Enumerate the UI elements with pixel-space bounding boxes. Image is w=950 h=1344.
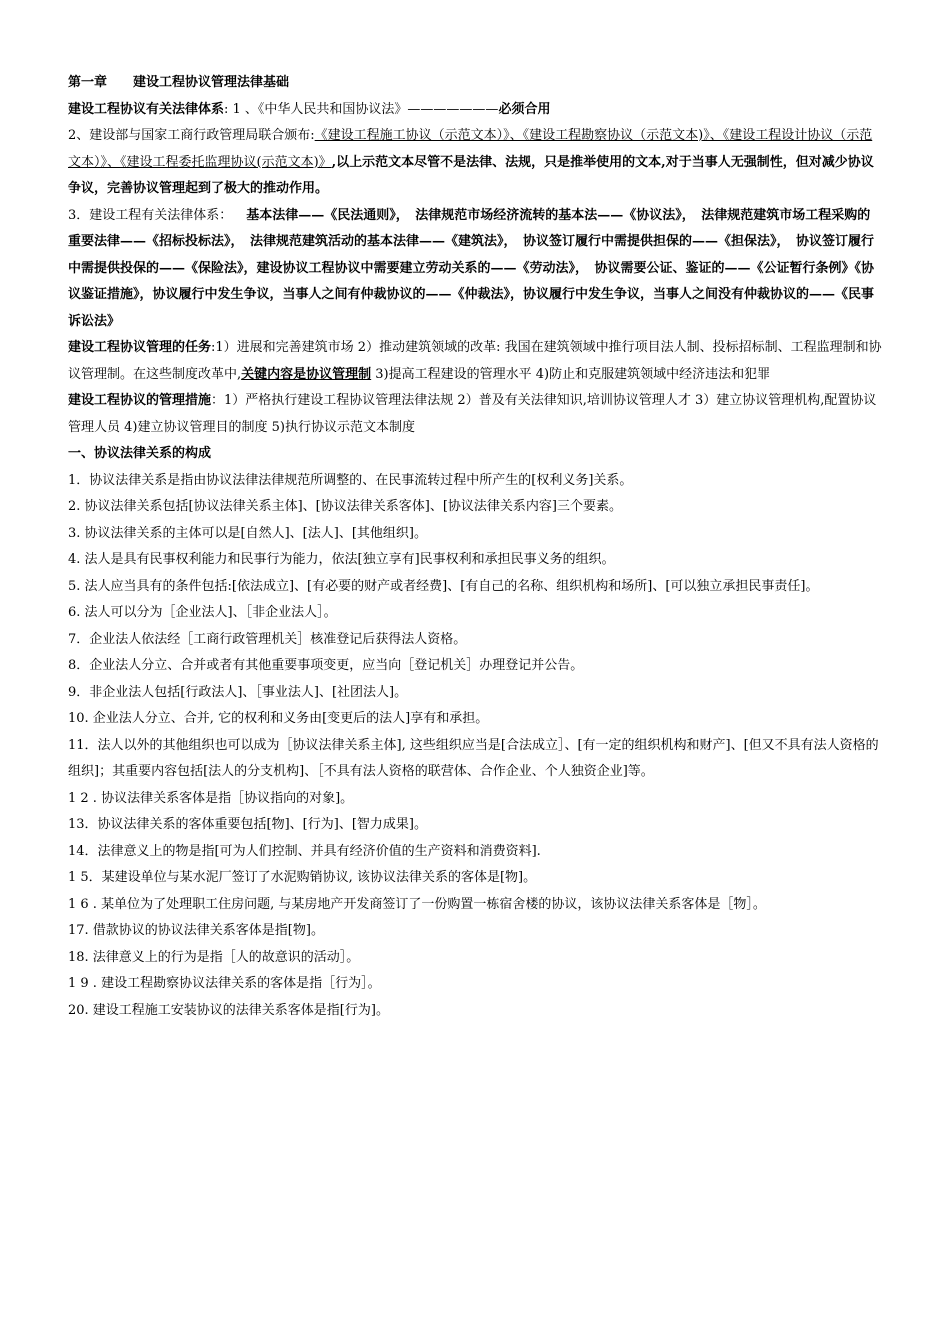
tasks-paragraph [68, 335, 882, 388]
law-system-item2-prefix: 2、建设部与国家工商行政管理局联合颁布: [68, 128, 315, 143]
measures-text: ：1）严格执行建设工程协议管理法律法规 2）普及有关法律知识,培训协议管理人才 3）建立协议管理机构,配置协议管理人员 4)建立协议管理目的制度 5)执行协议示范文本制度 [68, 393, 877, 435]
list-item: 9．非企业法人包括[行政法人]、［事业法人]、[社团法人]。 [68, 684, 408, 700]
list-item: 17. 借款协议的协议法律关系客体是指[物]。 [68, 923, 324, 938]
chapter-prefix: 第一章 [68, 75, 108, 90]
law-system-item1-suffix: 必须合用 [498, 101, 551, 117]
list-item: 1．协议法律关系是指由协议法律法律规范所调整的、在民事流转过程中所产生的[权利义务]关系。 [68, 472, 633, 488]
law-system-item-2 [68, 123, 882, 203]
list-item: 10. 企业法人分立、合并, 它的权利和义务由[变更后的法人]享有和承担。 [68, 711, 489, 726]
tasks-key-content: 关键内容是协议管理制 [241, 366, 372, 382]
chapter-title: 建设工程协议管理法律基础 [133, 75, 290, 90]
law-system-item2-templates: 《建设工程施工协议（示范文本）》、《建设工程勘察协议（示范文本)》、《建设工程设计协议（示范文本）》、《建设工程委托监理协议(示范文本)》 [68, 128, 873, 170]
list-item: 8．企业法人分立、合并或者有其他重要事项变更，应当向［登记机关］办理登记并公告。 [68, 658, 584, 673]
list-item: 1 5．某建设单位与某水泥厂签订了水泥购销协议, 该协议法律关系的客体是[物]。 [68, 870, 537, 885]
chapter-heading [68, 70, 882, 97]
list-item: 1 2 . 协议法律关系客体是指［协议指向的对象]。 [68, 790, 354, 806]
law-system-item2-suffix: ,以上示范文本尽管不是法律、法规，只是推举使用的文本,对于当事人无强制性，但对减少协议争议，完善协议管理起到了极大的推动作用。 [68, 154, 874, 196]
list-item: 7．企业法人依法经［工商行政管理机关］核准登记后获得法人资格。 [68, 631, 467, 647]
list-item: 2. 协议法律关系包括[协议法律关系主体]、[协议法律关系客体]、[协议法律关系内容]三个要素。 [68, 499, 622, 514]
law-system-item-1 [68, 97, 882, 124]
section-heading: 一、协议法律关系的构成 [68, 446, 212, 461]
list-item: 13．协议法律关系的客体重要包括[物]、[行为]、[智力成果]。 [68, 817, 427, 832]
law-system-item3-prefix: 3．建设工程有关法律体系： [68, 207, 233, 223]
tasks-label: 建设工程协议管理的任务 [68, 340, 212, 355]
list-item: 18. 法律意义上的行为是指［人的故意识的活动］。 [68, 949, 360, 965]
law-system-item-3 [68, 203, 882, 336]
list-item: 5. 法人应当具有的条件包括:[依法成立]、[有必要的财产或者经费]、[有自己的名称、组织机构和场所]、[可以独立承担民事责任]。 [68, 578, 819, 594]
list-item: 6. 法人可以分为［企业法人]、［非企业法人］。 [68, 605, 337, 620]
law-system-label: 建设工程协议有关法律体系 [68, 101, 225, 117]
measures-label: 建设工程协议的管理措施 [68, 393, 212, 408]
measures-paragraph [68, 388, 882, 441]
law-system-item1-text: : 1 、《中华人民共和国协议法》——————— [224, 101, 499, 117]
tasks-text-after: 3)提高工程建设的管理水平 4)防止和克服建筑领域中经济违法和犯罪 [371, 366, 771, 382]
law-system-item3-laws: 基本法律——《民法通则》， 法律规范市场经济流转的基本法——《协议法》， 法律规范建筑市场工程采购的重要法律——《招标投标法》， 法律规范建筑活动的基本法律——《建筑法》， 协议签订履行中需提供担保的——《担保法》， 协议签订履行中需提供投保的——《保险法》，建设协议工程协议中需要建立劳动关系的——《劳动法》， 协议需要公证、鉴证的——《公证暂行条例》《协议鉴证措施》，协议履行中发生争议，当事人之间有仲裁协议的——《仲裁法》，协议履行中发生争议，当事人之间没有仲裁协议的——《民事诉讼法》 [68, 207, 875, 329]
list-item: 14．法律意义上的物是指[可为人们控制、并具有经济价值的生产资料和消费资料]. [68, 843, 541, 859]
list-item: 1 6 . 某单位为了处理职工住房问题, 与某房地产开发商签订了一份购置一栋宿舍楼的协议，该协议法律关系客体是［物］。 [68, 896, 766, 912]
list-item: 4. 法人是具有民事权利能力和民事行为能力，依法[独立享有]民事权利和承担民事义务的组织。 [68, 552, 615, 567]
list-item: 11．法人以外的其他组织也可以成为［协议法律关系主体], 这些组织应当是[合法成立］、[有一定的组织机构和财产]、[但又不具有法人资格的组织]；其重要内容包括[法人的分支机构]、［不具有法人资格的联营体、合作企业、个人独资企业]等。 [68, 737, 879, 779]
tasks-text-before: :1）进展和完善建筑市场 2）推动建筑领域的改革: 我国在建筑领域中推行项目法人制、投标招标制、工程监理制和协议管理制。在这些制度改革中, [68, 340, 882, 382]
list-item: 1 9 . 建设工程勘察协议法律关系的客体是指［行为］。 [68, 976, 381, 991]
list-item: 3. 协议法律关系的主体可以是[自然人]、[法人]、[其他组织]。 [68, 525, 427, 541]
list-item: 20. 建设工程施工安装协议的法律关系客体是指[行为]。 [68, 1002, 389, 1018]
